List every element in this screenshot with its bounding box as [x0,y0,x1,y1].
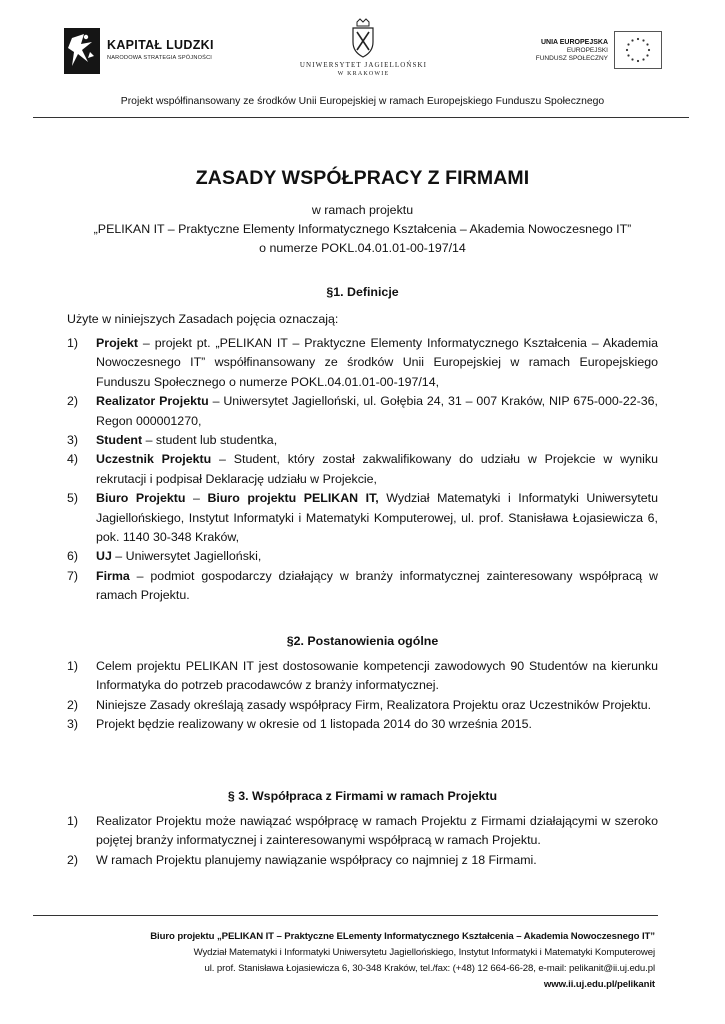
uj-city: W KRAKOWIE [337,71,390,77]
definition-term: Uczestnik Projektu [96,452,212,467]
general-provisions-list [67,657,658,735]
provision-item [67,696,658,715]
definition-term-2: Biuro projektu PELIKAN IT, [207,491,379,506]
definition-item [67,392,658,431]
provision-item [67,657,658,696]
definitions-list [67,334,658,606]
item-number: 2) [67,394,79,409]
cofunding-note: Projekt współfinansowany ze środków Unii Europejskiej w ramach Europejskiego Funduszu Społecznego [120,96,605,107]
definition-text-2: Wydział Matematyki i Informatyki Uniwersytetu Jagiellońskiego, Instytut Informatyki i Matematyki Komputerowej, ul. prof. Stanisława Łojasiewicza 6, pok. 1140 30-348 Kraków, [96,491,658,545]
definition-item [67,334,658,392]
footer-divider [33,915,658,916]
uj-name: UNIWERSYTET JAGIELLOŃSKI [299,61,428,69]
definition-text: – Student, który został zakwalifikowany do udziału w Projekcie w wyniku rekrutacji i podpisał Deklarację udziału w Projekcie, [96,452,658,486]
kapital-ludzki-emblem-icon [64,28,100,74]
item-number: 7) [67,568,79,583]
provision-text: Projekt będzie realizowany w okresie od 1 listopada 2014 do 30 września 2015. [96,717,533,732]
definition-item [67,489,658,547]
definition-item [67,450,658,489]
definition-text: – podmiot gospodarczy działający w branży informatycznej zainteresowany współpracą w ramach Projektu. [96,568,658,603]
uj-logo [296,18,431,80]
subtitle-line-3: o numerze POKL.04.01.01-00-197/14 [259,241,466,255]
item-number: 6) [67,549,79,564]
item-number: 1) [67,336,79,350]
uj-crest-icon [348,18,378,58]
item-number: 1) [67,814,79,828]
definition-text: – projekt pt. „PELIKAN IT – Praktyczne Elementy Informatycznego Kształcenia – Akademia Nowoczesnego IT” współfinansowany ze środków Unii Europejskiej w ramach Europejskiego Funduszu Społecznego o numerze POKL.04.01.01-00-197/14, [96,336,658,389]
ue-line-2: EUROPEJSKI [566,47,608,54]
definition-term: Realizator Projektu [96,394,209,409]
ue-line-3: FUNDUSZ SPOŁECZNY [535,55,608,62]
subtitle-line-2: „PELIKAN IT – Praktyczne Elementy Informatycznego Kształcenia – Akademia Nowoczesnego IT” [93,222,632,236]
definition-term: UJ [96,549,112,564]
definition-text: – student lub studentka, [142,433,278,448]
footer-office-name: Biuro projektu „PELIKAN IT – Praktyczne ELementy Informatycznego Kształcenia – Akademia Nowoczesnego IT” [150,931,655,942]
subtitle-line-1: w ramach projektu [311,203,414,217]
provision-text: Niniejsze Zasady określają zasady współpracy Firm, Realizatora Projektu oraz Uczestników Projektu. [96,697,652,712]
item-number: 3) [67,717,79,732]
definition-term: Biuro Projektu [96,491,186,506]
cooperation-item [67,851,658,870]
provision-item [67,715,658,734]
footer-faculty: Wydział Matematyki i Informatyki Uniwersytetu Jagiellońskiego, Instytut Informatyki i Matematyki Komputerowej [193,947,655,958]
ue-line-1: UNIA EUROPEJSKA [540,39,608,46]
section-2-heading: §2. Postanowienia ogólne [286,634,439,648]
cooperation-text: Realizator Projektu może nawiązać współpracę w ramach Projektu z Firmami działającymi w szeroko pojętej branży informatycznej i zainteresowanymi współpracą w ramach Projektu. [96,814,658,848]
definition-text: – Uniwersytet Jagielloński, ul. Gołębia 24, 31 – 007 Kraków, NIP 675-000-22-36, Regon 000001270, [96,394,658,428]
definition-term: Firma [96,568,130,583]
item-number: 1) [67,659,79,673]
footer-address: ul. prof. Stanisława Łojasiewicza 6, 30-348 Kraków, tel./fax: (+48) 12 664-66-28, e-mail: pelikanit@ii.uj.edu.pl [204,963,655,974]
kapital-ludzki-title: KAPITAŁ LUDZKI [107,38,214,52]
cooperation-list [67,812,658,870]
footer-website-link[interactable]: www.ii.uj.edu.pl/pelikanit [543,979,655,990]
eu-flag-icon [614,31,662,69]
item-number: 2) [67,852,79,867]
definition-term: Student [96,433,143,448]
definition-item [67,431,658,450]
section-1-heading: §1. Definicje [326,285,399,299]
definition-text: – Uniwersytet Jagielloński, [111,549,262,564]
ue-label [488,39,608,63]
item-number: 3) [67,433,79,448]
section-3-heading: § 3. Współpraca z Firmami w ramach Projektu [227,789,498,803]
item-number: 2) [67,697,79,712]
item-number: 5) [67,491,79,506]
definition-item [67,567,658,606]
cooperation-item [67,812,658,851]
definition-item [67,547,658,566]
provision-text: Celem projektu PELIKAN IT jest dostosowanie kompetencji zawodowych 90 Studentów na kierunku Informatyka do potrzeb pracodawców z branży informatycznej. [96,659,658,693]
definition-term: Projekt [96,336,139,350]
item-number: 4) [67,452,79,467]
definition-text: – [185,491,208,506]
cooperation-text: W ramach Projektu planujemy nawiązanie współpracy co najmniej z 18 Firmami. [96,852,537,867]
document-title: ZASADY WSPÓŁPRACY Z FIRMAMI [195,167,530,189]
header-divider [33,117,689,118]
section-1-intro: Użyte w niniejszych Zasadach pojęcia oznaczają: [67,312,339,326]
kapital-ludzki-logo [64,26,234,76]
kapital-ludzki-subtitle: NARODOWA STRATEGIA SPÓJNOŚCI [107,55,213,61]
